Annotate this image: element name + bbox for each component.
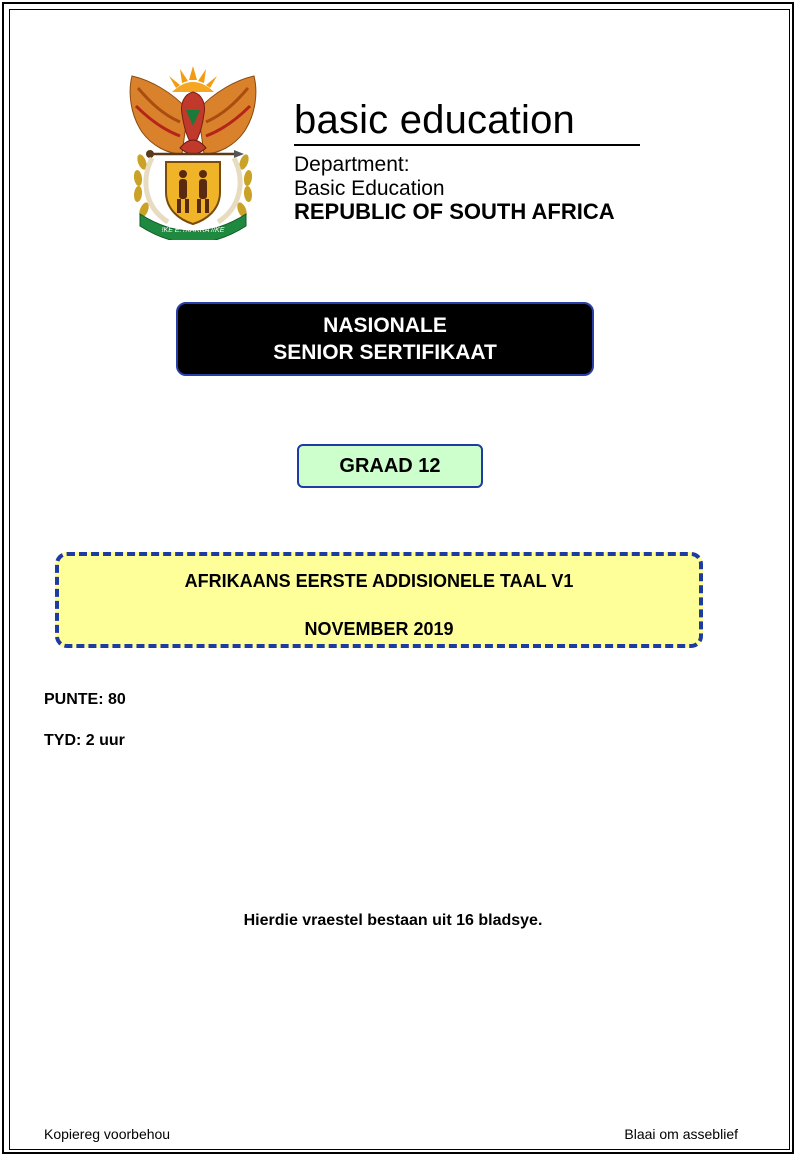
country-name: REPUBLIC OF SOUTH AFRICA — [294, 199, 615, 224]
brand-title: basic education — [294, 98, 575, 142]
certificate-banner — [176, 302, 594, 376]
certificate-line-2: SENIOR SERTIFIKAAT — [273, 341, 497, 364]
department-label: Department: — [294, 153, 410, 176]
time-info: TYD: 2 uur — [44, 732, 125, 749]
subject-title: AFRIKAANS EERSTE ADDISIONELE TAAL V1 — [184, 571, 574, 591]
emblem-motto: !KE E: /XARRA //KE — [161, 227, 225, 234]
exam-session: NOVEMBER 2019 — [304, 619, 454, 639]
copyright-footer: Kopiereg voorbehou — [44, 1126, 171, 1142]
marks-info: PUNTE: 80 — [44, 691, 126, 708]
page-count-note: Hierdie vraestel bestaan uit 16 bladsye. — [243, 912, 543, 929]
grade-badge — [297, 444, 483, 488]
brand-underline — [294, 144, 640, 146]
subject-banner — [55, 552, 703, 648]
turn-over-footer: Blaai om asseblief — [624, 1126, 738, 1142]
certificate-line-1: NASIONALE — [323, 314, 447, 337]
coat-of-arms-emblem — [122, 62, 264, 240]
grade-label: GRAAD 12 — [339, 454, 441, 477]
department-name: Basic Education — [294, 177, 445, 200]
